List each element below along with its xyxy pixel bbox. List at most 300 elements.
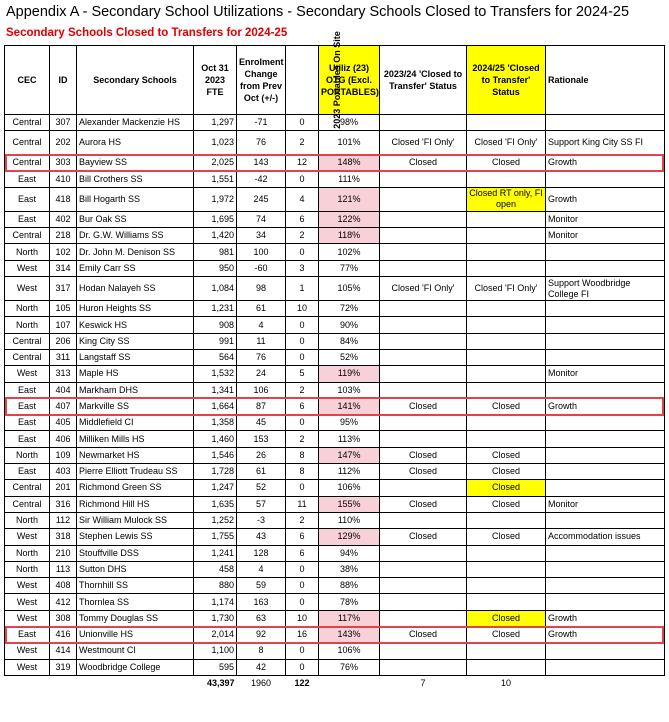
cell-fte: 1,546 [194,447,237,463]
cell-utilization: 148% [319,155,380,171]
cell-school: Thornlea SS [77,594,194,610]
cell-status-2324 [380,211,467,227]
table-row [5,171,665,187]
table-row [5,366,665,382]
table-row [5,211,665,227]
cell-fte: 880 [194,578,237,594]
cell-id: 316 [50,496,77,512]
cell-portables: 0 [286,317,319,333]
cell-rationale: Support King City SS FI [546,131,665,155]
header-row [5,46,665,115]
cell-fte: 458 [194,561,237,577]
cell-rationale [546,349,665,365]
cell-change: 163 [237,594,286,610]
cell-portables: 0 [286,349,319,365]
table-row [5,627,665,643]
table-row [5,659,665,675]
cell-id: 407 [50,398,77,414]
cell-utilization: 77% [319,260,380,276]
cell-cec: West [5,366,50,382]
cell-utilization: 141% [319,398,380,414]
cell-fte: 2,025 [194,155,237,171]
cell-fte: 1,420 [194,228,237,244]
cell-id: 102 [50,244,77,260]
cell-utilization: 94% [319,545,380,561]
cell-change: 128 [237,545,286,561]
table-row [5,496,665,512]
table-row [5,610,665,626]
cell-id: 416 [50,627,77,643]
table-row [5,155,665,171]
cell-utilization: 98% [319,115,380,131]
cell-cec: West [5,260,50,276]
table-row [5,333,665,349]
cell-status-2324: Closed [380,496,467,512]
cell-cec: East [5,627,50,643]
cell-utilization: 90% [319,317,380,333]
cell-portables: 12 [286,155,319,171]
header-school: Secondary Schools [77,46,194,115]
totals-blank [546,675,665,691]
cell-change: 87 [237,398,286,414]
cell-school: Unionville HS [77,627,194,643]
total-status-2324: 7 [420,677,426,688]
cell-change: 76 [237,349,286,365]
cell-change: -3 [237,512,286,528]
cell-cec: Central [5,131,50,155]
cell-status-2324 [380,260,467,276]
header-portables [286,31,342,129]
cell-rationale: Monitor [546,496,665,512]
cell-utilization: 101% [319,131,380,155]
cell-status-2425 [467,545,546,561]
cell-status-2324: Closed [380,398,467,414]
cell-rationale [546,545,665,561]
cell-school: Tommy Douglas SS [77,610,194,626]
cell-portables: 6 [286,529,319,545]
cell-school: Markham DHS [77,382,194,398]
cell-status-2324 [380,643,467,659]
cell-change: 61 [237,464,286,480]
cell-change: 63 [237,610,286,626]
cell-status-2425 [467,366,546,382]
cell-change: 8 [237,643,286,659]
cell-utilization: 121% [319,187,380,211]
cell-school: Emily Carr SS [77,260,194,276]
cell-portables: 0 [286,643,319,659]
cell-school: Maple HS [77,366,194,382]
cell-fte: 1,728 [194,464,237,480]
cell-rationale: Support Woodbridge College FI [546,277,665,301]
cell-status-2425 [467,578,546,594]
cell-change: 106 [237,382,286,398]
cell-change: -71 [237,115,286,131]
cell-cec: East [5,415,50,431]
cell-fte: 1,730 [194,610,237,626]
cell-rationale: Monitor [546,366,665,382]
cell-utilization: 102% [319,244,380,260]
cell-id: 410 [50,171,77,187]
cell-portables: 2 [286,131,319,155]
cell-cec: Central [5,155,50,171]
cell-status-2425 [467,211,546,227]
cell-status-2324: Closed [380,464,467,480]
cell-fte: 991 [194,333,237,349]
cell-utilization: 118% [319,228,380,244]
cell-fte: 1,755 [194,529,237,545]
cell-school: Milliken Mills HS [77,431,194,447]
cell-utilization: 106% [319,480,380,496]
cell-cec: North [5,301,50,317]
table-row [5,260,665,276]
totals-blank [77,675,194,691]
cell-rationale: Growth [546,155,665,171]
cell-school: King City SS [77,333,194,349]
cell-school: Hodan Nalayeh SS [77,277,194,301]
table-row [5,545,665,561]
cell-fte: 908 [194,317,237,333]
table-row [5,447,665,463]
cell-status-2324 [380,545,467,561]
cell-change: 11 [237,333,286,349]
cell-fte: 1,358 [194,415,237,431]
cell-status-2425 [467,415,546,431]
cell-utilization: 106% [319,643,380,659]
cell-id: 210 [50,545,77,561]
table-row [5,529,665,545]
cell-fte: 981 [194,244,237,260]
cell-utilization: 95% [319,415,380,431]
cell-portables: 6 [286,545,319,561]
cell-cec: North [5,317,50,333]
cell-status-2425 [467,561,546,577]
cell-cec: West [5,578,50,594]
cell-change: -42 [237,171,286,187]
cell-id: 318 [50,529,77,545]
cell-school: Richmond Green SS [77,480,194,496]
cell-school: Stephen Lewis SS [77,529,194,545]
cell-status-2324: Closed [380,447,467,463]
table-row [5,512,665,528]
cell-id: 314 [50,260,77,276]
cell-school: Stouffville DSS [77,545,194,561]
cell-utilization: 155% [319,496,380,512]
cell-fte: 1,084 [194,277,237,301]
cell-school: Sir William Mulock SS [77,512,194,528]
cell-status-2324 [380,228,467,244]
cell-portables: 6 [286,398,319,414]
cell-status-2425: Closed [467,447,546,463]
cell-portables: 16 [286,627,319,643]
cell-portables: 8 [286,447,319,463]
header-status-2425: 2024/25 'Closed to Transfer' Status [467,46,546,115]
cell-utilization: 72% [319,301,380,317]
cell-rationale [546,301,665,317]
cell-cec: Central [5,228,50,244]
cell-status-2425: Closed [467,496,546,512]
cell-cec: Central [5,115,50,131]
cell-portables: 10 [286,610,319,626]
cell-status-2425 [467,115,546,131]
cell-fte: 1,635 [194,496,237,512]
document-title: Appendix A - Secondary School Utilizations - Secondary Schools Closed to Transfers for 2024-25 [6,4,630,20]
cell-cec: North [5,447,50,463]
table-row [5,317,665,333]
cell-status-2425 [467,643,546,659]
cell-id: 412 [50,594,77,610]
cell-status-2425 [467,333,546,349]
cell-portables: 2 [286,228,319,244]
cell-utilization: 84% [319,333,380,349]
cell-cec: Central [5,496,50,512]
cell-school: Richmond Hill HS [77,496,194,512]
cell-change: 59 [237,578,286,594]
cell-fte: 1,174 [194,594,237,610]
cell-id: 405 [50,415,77,431]
header-rationale: Rationale [546,46,665,115]
cell-cec: West [5,643,50,659]
cell-id: 311 [50,349,77,365]
cell-change: 76 [237,131,286,155]
cell-fte: 595 [194,659,237,675]
cell-id: 313 [50,366,77,382]
cell-rationale [546,480,665,496]
cell-status-2425: Closed [467,610,546,626]
cell-rationale [546,382,665,398]
cell-change: 42 [237,659,286,675]
cell-utilization: 38% [319,561,380,577]
cell-school: Pierre Elliott Trudeau SS [77,464,194,480]
cell-portables: 11 [286,496,319,512]
cell-fte: 2,014 [194,627,237,643]
header-status-2324: 2023/24 'Closed to Transfer' Status [380,46,467,115]
cell-status-2324: Closed 'FI Only' [380,131,467,155]
cell-rationale [546,115,665,131]
header-fte: Oct 31 2023 FTE [194,46,237,115]
document-subtitle: Secondary Schools Closed to Transfers for 2024-25 [6,27,288,39]
cell-portables: 2 [286,382,319,398]
cell-cec: West [5,659,50,675]
cell-status-2425: Closed [467,398,546,414]
cell-portables: 0 [286,244,319,260]
cell-portables: 0 [286,480,319,496]
cell-fte: 1,252 [194,512,237,528]
cell-status-2324 [380,301,467,317]
cell-status-2324 [380,171,467,187]
cell-portables: 0 [286,415,319,431]
table-row [5,301,665,317]
totals-blank [50,675,77,691]
table-row [5,228,665,244]
cell-school: Newmarket HS [77,447,194,463]
cell-cec: Central [5,333,50,349]
cell-change: 153 [237,431,286,447]
cell-rationale: Accommodation issues [546,529,665,545]
cell-portables: 0 [286,115,319,131]
cell-cec: East [5,382,50,398]
cell-id: 218 [50,228,77,244]
cell-utilization: 112% [319,464,380,480]
cell-cec: West [5,610,50,626]
cell-status-2324: Closed 'FI Only' [380,277,467,301]
cell-fte: 1,972 [194,187,237,211]
cell-status-2324 [380,317,467,333]
cell-cec: East [5,398,50,414]
cell-fte: 564 [194,349,237,365]
cell-id: 317 [50,277,77,301]
cell-status-2324 [380,561,467,577]
cell-cec: North [5,512,50,528]
cell-status-2425 [467,659,546,675]
cell-fte: 1,247 [194,480,237,496]
cell-school: Westmount CI [77,643,194,659]
cell-utilization: 147% [319,447,380,463]
cell-status-2425: Closed RT only, FI open [467,187,546,211]
cell-change: 245 [237,187,286,211]
cell-status-2324 [380,415,467,431]
totals-blank [319,675,380,691]
cell-utilization: 113% [319,431,380,447]
cell-cec: West [5,277,50,301]
cell-rationale [546,171,665,187]
cell-rationale [546,464,665,480]
cell-change: 45 [237,415,286,431]
cell-id: 206 [50,333,77,349]
cell-utilization: 103% [319,382,380,398]
header-id: ID [50,46,77,115]
cell-portables: 0 [286,659,319,675]
table-row [5,480,665,496]
cell-fte: 1,532 [194,366,237,382]
cell-id: 201 [50,480,77,496]
table-row [5,187,665,211]
cell-change: 4 [237,317,286,333]
cell-rationale [546,561,665,577]
cell-portables: 0 [286,578,319,594]
cell-status-2324 [380,578,467,594]
cell-status-2324 [380,366,467,382]
cell-fte: 1,241 [194,545,237,561]
cell-rationale [546,578,665,594]
cell-cec: North [5,244,50,260]
table-row [5,464,665,480]
cell-utilization: 129% [319,529,380,545]
cell-portables: 3 [286,260,319,276]
cell-status-2425 [467,382,546,398]
cell-fte: 1,100 [194,643,237,659]
cell-status-2425 [467,512,546,528]
cell-school: Keswick HS [77,317,194,333]
cell-id: 408 [50,578,77,594]
cell-fte: 1,664 [194,398,237,414]
cell-rationale: Growth [546,627,665,643]
table-row [5,244,665,260]
cell-change: 52 [237,480,286,496]
cell-utilization: 117% [319,610,380,626]
cell-change: 74 [237,211,286,227]
cell-portables: 5 [286,366,319,382]
totals-row [5,675,665,691]
cell-status-2425 [467,317,546,333]
cell-portables: 4 [286,187,319,211]
cell-id: 202 [50,131,77,155]
cell-fte: 1,231 [194,301,237,317]
cell-utilization: 76% [319,659,380,675]
cell-change: -60 [237,260,286,276]
cell-id: 404 [50,382,77,398]
cell-rationale [546,244,665,260]
cell-status-2425: Closed [467,464,546,480]
table-row [5,349,665,365]
cell-status-2425: Closed 'FI Only' [467,277,546,301]
cell-id: 308 [50,610,77,626]
cell-id: 403 [50,464,77,480]
cell-status-2425 [467,260,546,276]
cell-status-2324 [380,480,467,496]
cell-rationale [546,643,665,659]
cell-rationale [546,415,665,431]
cell-change: 43 [237,529,286,545]
cell-change: 24 [237,366,286,382]
cell-cec: Central [5,480,50,496]
cell-fte: 1,460 [194,431,237,447]
cell-rationale [546,447,665,463]
cell-status-2425 [467,301,546,317]
cell-status-2324: Closed [380,529,467,545]
cell-status-2324 [380,187,467,211]
total-change: 1960 [250,677,272,688]
cell-cec: East [5,187,50,211]
table-row [5,578,665,594]
cell-portables: 8 [286,464,319,480]
cell-fte: 1,551 [194,171,237,187]
cell-fte: 1,341 [194,382,237,398]
table-row [5,131,665,155]
cell-school: Thornhill SS [77,578,194,594]
cell-change: 4 [237,561,286,577]
cell-change: 98 [237,277,286,301]
cell-rationale [546,594,665,610]
cell-cec: Central [5,349,50,365]
cell-id: 418 [50,187,77,211]
cell-utilization: 111% [319,171,380,187]
cell-change: 26 [237,447,286,463]
cell-id: 402 [50,211,77,227]
cell-id: 406 [50,431,77,447]
cell-school: Bill Hogarth SS [77,187,194,211]
cell-rationale [546,317,665,333]
cell-id: 113 [50,561,77,577]
cell-fte: 1,297 [194,115,237,131]
cell-school: Bill Crothers SS [77,171,194,187]
cell-portables: 1 [286,277,319,301]
cell-utilization: 119% [319,366,380,382]
cell-status-2425 [467,349,546,365]
cell-status-2324 [380,115,467,131]
cell-school: Aurora HS [77,131,194,155]
cell-utilization: 110% [319,512,380,528]
cell-rationale [546,260,665,276]
cell-id: 109 [50,447,77,463]
cell-utilization: 143% [319,627,380,643]
cell-status-2425: Closed [467,627,546,643]
cell-school: Langstaff SS [77,349,194,365]
cell-id: 319 [50,659,77,675]
cell-status-2324 [380,659,467,675]
table-body [5,115,665,676]
totals-blank [5,675,50,691]
cell-rationale [546,431,665,447]
